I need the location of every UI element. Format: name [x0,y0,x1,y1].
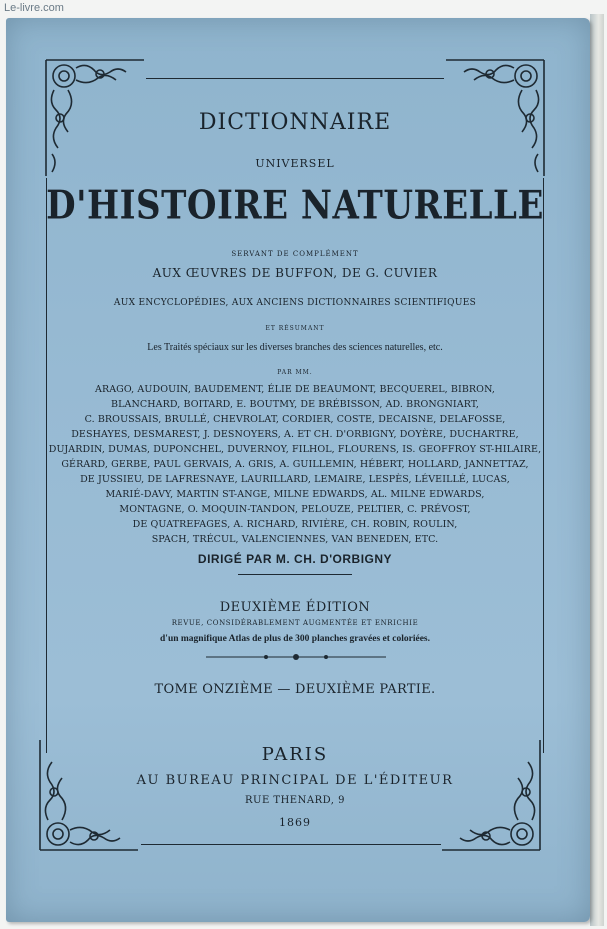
frame-top-line [146,78,444,79]
book-spine [590,14,604,926]
watermark-text: Le-livre.com [4,2,64,14]
author-line: SPACH, TRÉCUL, VALENCIENNES, VAN BENEDEN, ETC. [151,534,439,545]
city-line: PARIS [261,744,329,765]
publisher-line: AU BUREAU PRINCIPAL DE L'ÉDITEUR [136,773,454,788]
ornamental-divider-icon [206,652,386,662]
edition-line: DEUXIÈME ÉDITION [219,600,371,615]
address-line: RUE THENARD, 9 [244,795,345,806]
subtitle-et-resumant: ET RÉSUMANT [265,325,325,332]
tome-line: TOME ONZIÈME — DEUXIÈME PARTIE. [154,682,436,697]
author-line: DE JUSSIEU, DE LAFRESNAYE, LAURILLARD, LEMAIRE, LESPÈS, LÉVEILLÉ, LUCAS, [80,474,510,485]
title-main: D'HISTOIRE NATURELLE [46,183,544,229]
author-line: BLANCHARD, BOITARD, E. BOUTMY, DE BRÉBISSON, AD. BRONGNIART, [111,399,479,410]
book-cover [6,18,590,922]
subtitle-aux-encyclopedies: AUX ENCYCLOPÉDIES, AUX ANCIENS DICTIONNAIRES SCIENTIFIQUES [113,298,477,308]
subtitle-traites: Les Traités spéciaux sur les diverses branches des sciences naturelles, etc. [147,342,443,353]
label-par-mm: PAR MM. [277,369,313,376]
director-line: DIRIGÉ PAR M. CH. D'ORBIGNY [197,552,393,566]
author-line: DESHAYES, DESMAREST, J. DESNOYERS, A. ET CH. D'ORBIGNY, DOYÈRE, DUCHARTRE, [71,429,519,440]
title-dictionnaire: DICTIONNAIRE [198,110,392,135]
subtitle-aux-oeuvres: AUX ŒUVRES DE BUFFON, DE G. CUVIER [152,266,438,280]
atlas-line: d'un magnifique Atlas de plus de 300 planches gravées et coloriées. [160,634,430,644]
frame-bottom-line [141,844,441,845]
title-universel: UNIVERSEL [255,157,335,170]
author-line: GÉRARD, GERBE, PAUL GERVAIS, A. GRIS, A. GUILLEMIN, HÉBERT, HOLLARD, JANNETTAZ, [61,459,529,470]
author-line: DE QUATREFAGES, A. RICHARD, RIVIÈRE, CH. ROBIN, ROULIN, [132,519,458,530]
author-line: MONTAGNE, O. MOQUIN-TANDON, PELOUZE, PELTIER, C. PRÉVOST, [119,504,471,515]
author-line: DUJARDIN, DUMAS, DUPONCHEL, DUVERNOY, FILHOL, FLOURENS, IS. GEOFFROY ST-HILAIRE, [48,444,542,455]
author-line: MARIÉ-DAVY, MARTIN ST-ANGE, MILNE EDWARDS, AL. MILNE EDWARDS, [105,489,485,500]
divider-rule [238,574,352,575]
author-line: ARAGO, AUDOUIN, BAUDEMENT, ÉLIE DE BEAUMONT, BECQUEREL, BIBRON, [94,384,495,395]
author-line: C. BROUSSAIS, BRULLÉ, CHEVROLAT, CORDIER, COSTE, DECAISNE, DELAFOSSE, [84,414,506,425]
revue-line: REVUE, CONSIDÉRABLEMENT AUGMENTÉE ET ENRICHIE [171,619,419,627]
year-line: 1869 [279,816,311,829]
subtitle-servant: SERVANT DE COMPLÉMENT [231,250,359,258]
